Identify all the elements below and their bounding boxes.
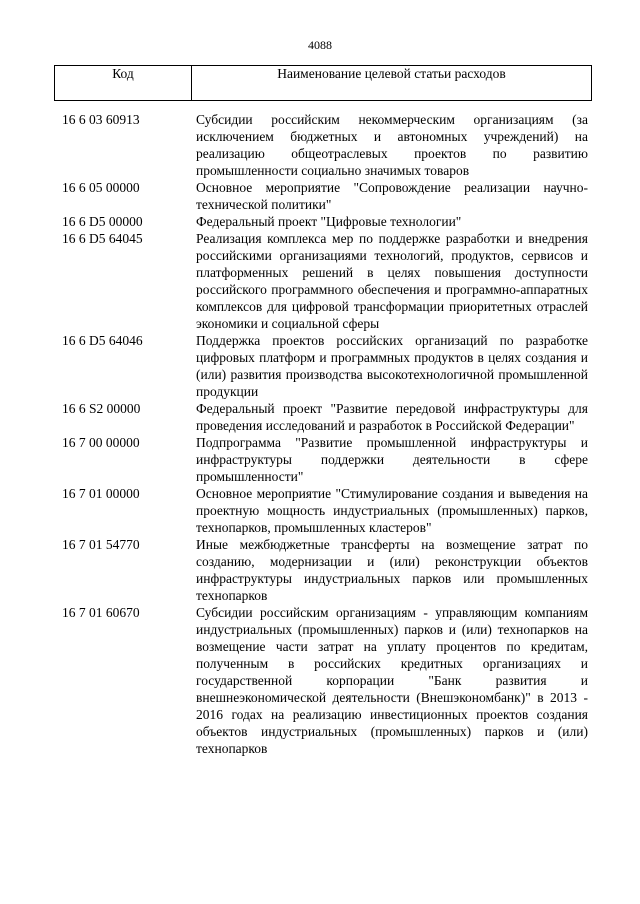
row-name: Субсидии российским организациям - управляющим компаниям индустриальных (промышленных) парков и (или) технопарков на возмещение части затрат на уплату процентов по кредитам, полученным в российских кредитных организациях и государственной корпорации "Банк развития и внешнеэкономической деятельности (Внешэкономбанк)" в 2013 - 2016 годах на реализацию инвестиционных проектов создания объектов индустриальных (промышленных) парков и (или) технопарков xyxy=(196,605,588,756)
row-code: 16 7 01 60670 xyxy=(62,605,140,620)
row-name: Основное мероприятие "Стимулирование создания и выведения на проектную мощность индустриальных (промышленных) парков, технопарков, промышленных кластеров" xyxy=(196,486,588,535)
table-row xyxy=(62,536,588,604)
column-header-code: Код xyxy=(55,66,192,101)
row-name: Поддержка проектов российских организаций по разработке цифровых платформ и программных продуктов в целях создания и (или) развития производства высокотехнологичной промышленной продукции xyxy=(196,333,588,399)
row-name: Реализация комплекса мер по поддержке разработки и внедрения российскими организациями технологий, продуктов, сервисов и платформенных решений в целях повышения доступности российского программного обеспечения и программно-аппаратных комплексов для цифровой трансформации приоритетных отраслей экономики и социальной сферы xyxy=(196,231,588,331)
table-row xyxy=(62,604,588,757)
row-code: 16 6 D5 64045 xyxy=(62,231,143,246)
row-code: 16 7 01 54770 xyxy=(62,537,140,552)
page-number: 4088 xyxy=(308,38,332,52)
table-row xyxy=(62,332,588,400)
row-code: 16 6 D5 64046 xyxy=(62,333,143,348)
table-row xyxy=(62,434,588,485)
table-body xyxy=(62,111,588,757)
column-header-name: Наименование целевой статьи расходов xyxy=(192,66,592,101)
row-code: 16 6 S2 00000 xyxy=(62,401,141,416)
table-row xyxy=(62,485,588,536)
row-code: 16 6 03 60913 xyxy=(62,112,140,127)
row-code: 16 7 01 00000 xyxy=(62,486,140,501)
table-row xyxy=(62,179,588,213)
row-name: Иные межбюджетные трансферты на возмещение затрат по созданию, модернизации и (или) реконструкции объектов инфраструктуры индустриальных парков или промышленных технопарков xyxy=(196,537,588,603)
row-name: Субсидии российским некоммерческим организациям (за исключением бюджетных и автономных учреждений) на реализацию общеотраслевых проектов по развитию промышленности социально значимых товаров xyxy=(196,112,588,178)
row-name: Федеральный проект "Цифровые технологии" xyxy=(196,214,462,229)
table-header xyxy=(54,65,592,101)
row-code: 16 7 00 00000 xyxy=(62,435,140,450)
row-name: Подпрограмма "Развитие промышленной инфраструктуры и инфраструктуры поддержки деятельности в сфере промышленности" xyxy=(196,435,588,484)
row-code: 16 6 05 00000 xyxy=(62,180,140,195)
row-code: 16 6 D5 00000 xyxy=(62,214,143,229)
row-name: Федеральный проект "Развитие передовой инфраструктуры для проведения исследований и разработок в Российской Федерации" xyxy=(196,401,588,433)
table-row xyxy=(62,213,588,230)
table-row xyxy=(62,400,588,434)
table-row xyxy=(62,230,588,332)
table-row xyxy=(62,111,588,179)
row-name: Основное мероприятие "Сопровождение реализации научно-технической политики" xyxy=(196,180,588,212)
